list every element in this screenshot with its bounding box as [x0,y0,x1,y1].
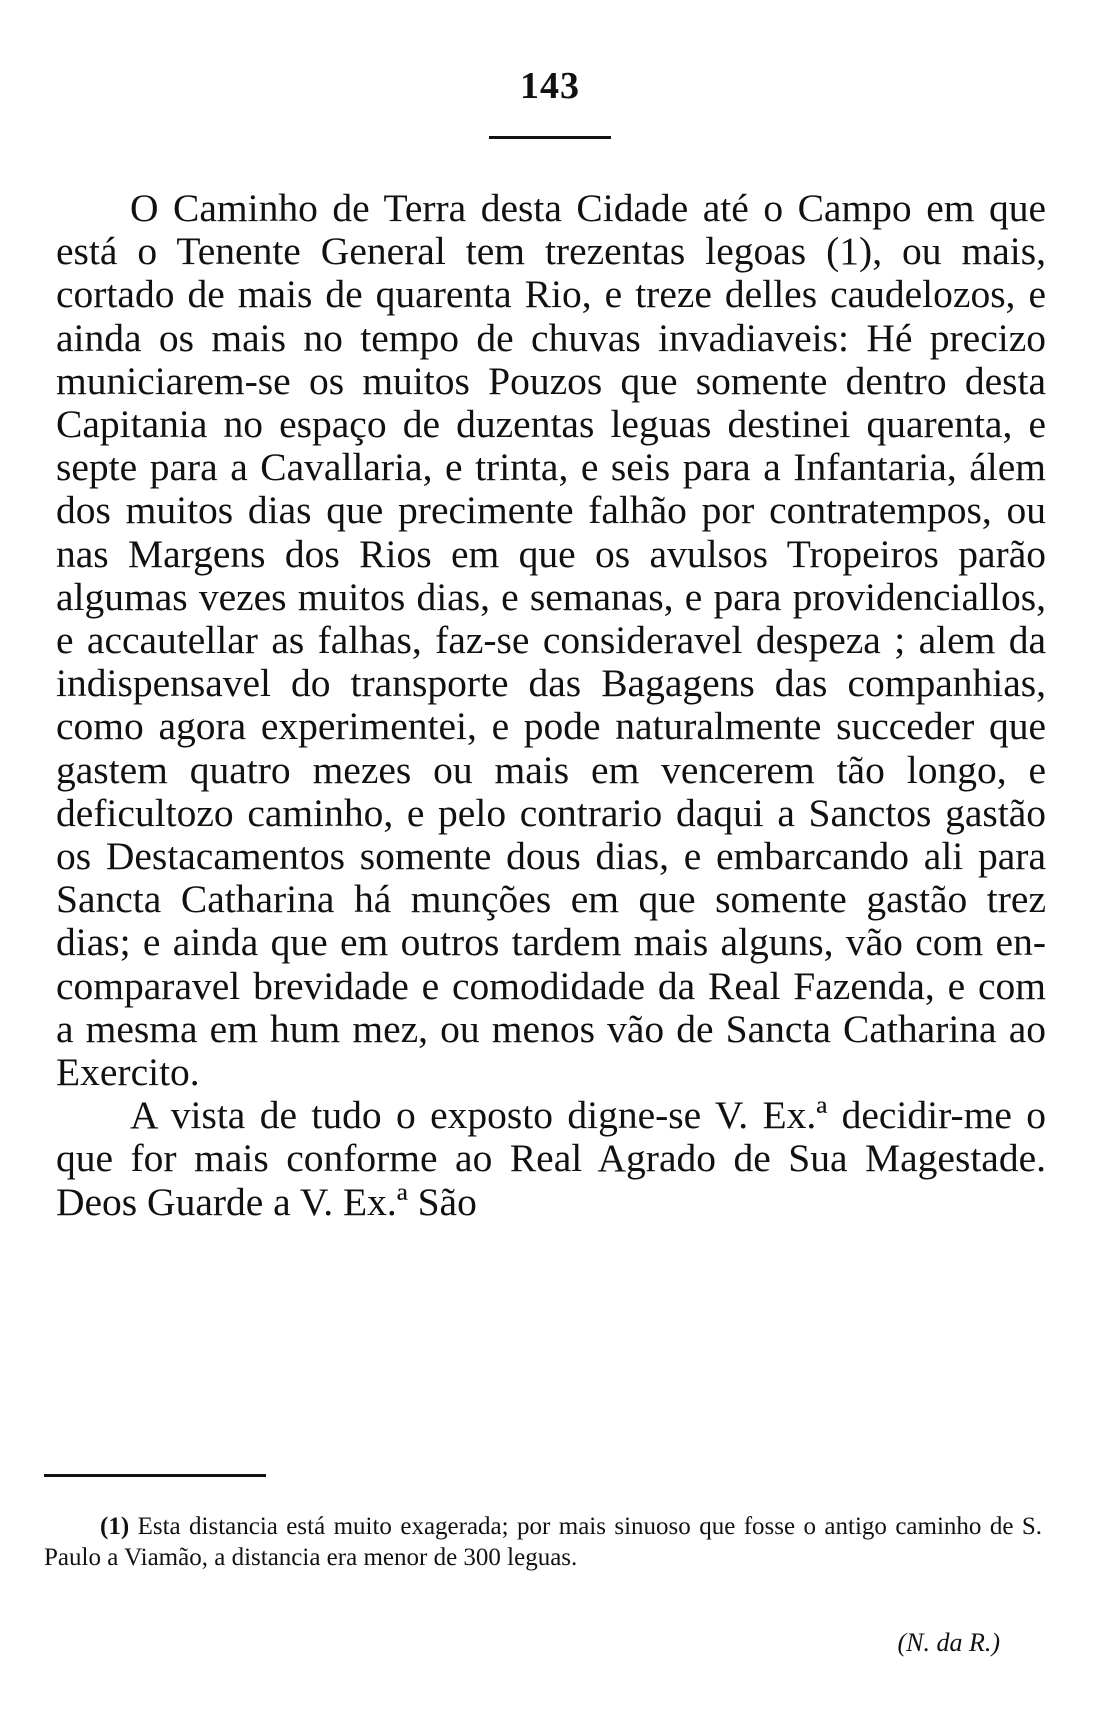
footnote [44,1512,1042,1573]
paragraph-2: A vista de tudo o exposto digne-se V. Ex.ª decidir-me o que for mais conforme ao Real Agrado de Sua Magestade. Deos Guarde a V. Ex.ª São [56,1093,1046,1224]
page-number: 143 [520,65,580,107]
footnote-rule [44,1474,266,1477]
body-text [56,187,1046,1224]
header-rule [489,136,611,139]
footnote-marker: (1) [100,1513,130,1540]
footnote-attribution: (N. da R.) [897,1628,1000,1657]
paragraph-1: O Caminho de Terra desta Cidade até o Campo em que está o Tenente General tem trezentas legoas (1), ou mais, cortado de mais de quarenta Rio, e treze delles caudelozos, e ainda os mais no tempo de chuvas invadiaveis: Hé precizo municiarem-se os muitos Pouzos que somente dentro desta Capitania no espaço de duzentas leguas destinei quarenta, e septe para a Cavallaria, e trinta, e seis para a Infantaria, álem dos muitos dias que precimente falhão por contratempos, ou nas Margens dos Rios em que os avulsos Tropeiros parão algumas vezes muitos dias, e semanas, e para providenciallos, e accautellar as falhas, faz-se consideravel despeza ; alem da indispensavel do transporte das Bagagens das companhias, como agora experimentei, e pode naturalmente succeder que gastem quatro mezes ou mais em vencerem tão longo, e deficultozo caminho, e pelo contrario daqui a Sanctos gastão os Destacamentos somente dous dias, e embarcando ali para Sancta Catharina há munções em que somente gastão trez dias; e ainda que em outros tardem mais alguns, vão com encomparavel brevidade e comodidade da Real Fazenda, e com a mesma em hum mez, ou menos vão de Sancta Catharina ao Exercito. [56,186,1046,1095]
footnote-text: Esta distancia está muito exagerada; por mais sinuoso que fosse o antigo caminho de S. Paulo a Viamão, a distancia era menor de 300 leguas. [44,1513,1042,1571]
